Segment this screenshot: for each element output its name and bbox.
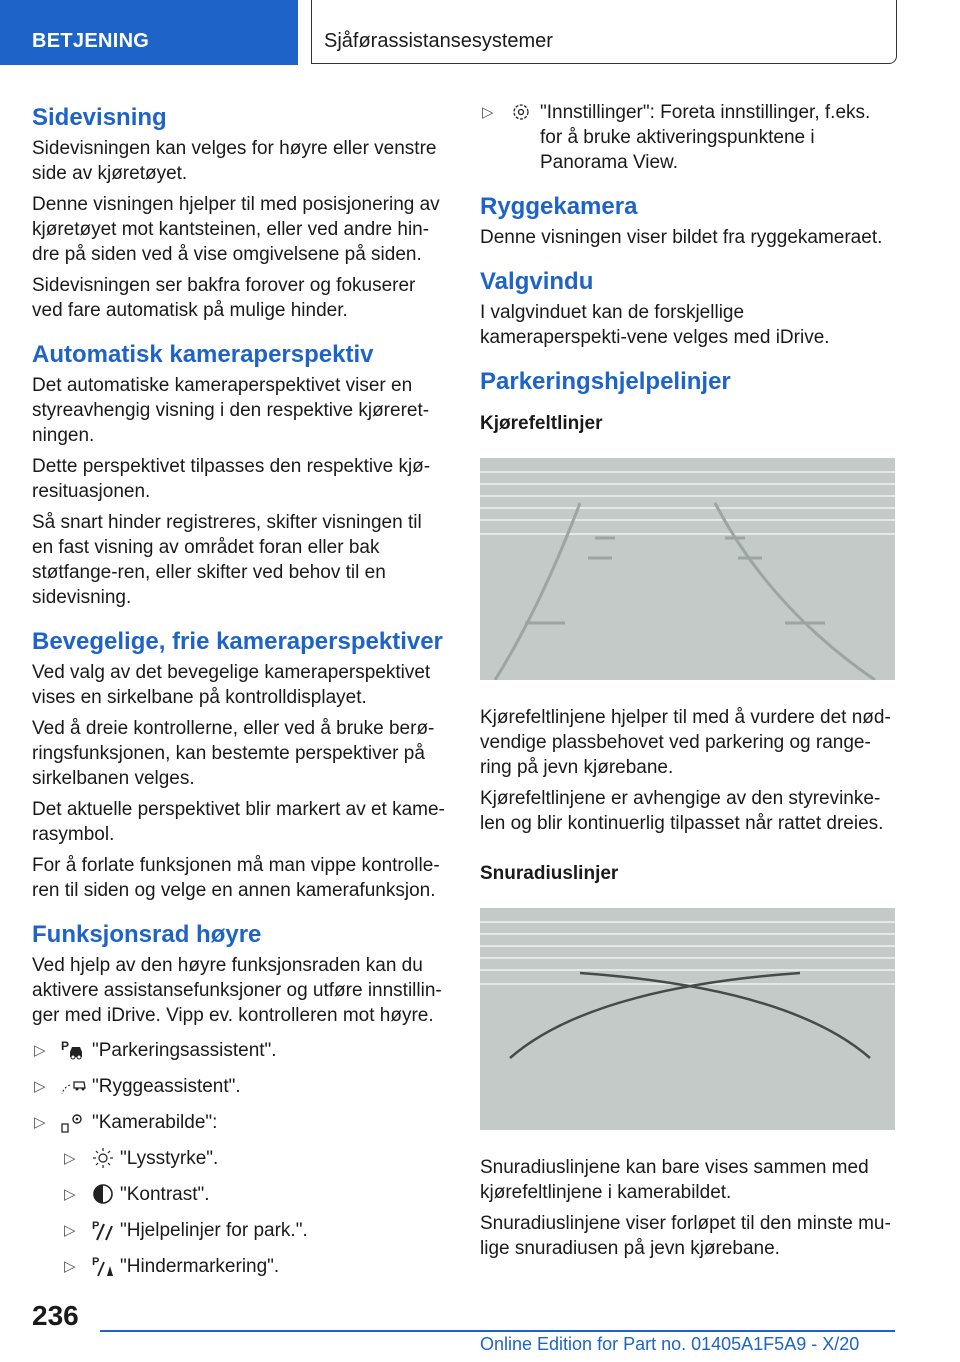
footer-edition: Online Edition for Part no. 01405A1F5A9 - X/20 (480, 1334, 860, 1354)
paragraph: Denne visningen viser bildet fra ryggekameraet. (480, 227, 883, 248)
list-item-label: "Parkeringsassistent". (92, 1040, 277, 1061)
bullet-triangle-icon: ▷ (482, 104, 494, 121)
subheading-snuradius: Snuradiuslinjer (480, 863, 619, 884)
sublist-item-hindermarkering (32, 1254, 447, 1279)
heading-ryggekamera: Ryggekamera (480, 193, 638, 220)
paragraph: Snuradiuslinjene kan bare vises sammen med kjørefeltlinjene i kamerabildet. (480, 1157, 869, 1203)
sublist-item-hjelpelinjer (32, 1218, 447, 1243)
list-item-parkeringsassistent (32, 1038, 447, 1063)
lane-lines-illustration (480, 458, 895, 680)
bullet-triangle-icon: ▷ (64, 1222, 76, 1239)
heading-parkering: Parkeringshjelpelinjer (480, 368, 731, 395)
settings-gear-icon (508, 100, 534, 124)
paragraph: Kjørefeltlinjene er avhengige av den styrevinke-len og blir kontinuerlig tilpasset når rattet dreies. (480, 788, 884, 834)
bullet-triangle-icon: ▷ (34, 1078, 46, 1095)
list-item-label: "Innstillinger": Foreta innstillinger, f.eks. for å bruke aktiveringspunktene i Panorama View. (540, 102, 871, 173)
brightness-icon (90, 1146, 116, 1170)
heading-sidevisning: Sidevisning (32, 104, 167, 131)
paragraph: Kjørefeltlinjene hjelper til med å vurdere det nød-vendige plassbehovet ved parkering og range-ring på jevn kjørebane. (480, 707, 891, 778)
contrast-icon (90, 1182, 116, 1206)
bullet-triangle-icon: ▷ (34, 1042, 46, 1059)
header-chapter: Sjåførassistansesystemer (324, 30, 553, 52)
svg-text:P: P (92, 1220, 100, 1232)
sublist-item-lysstyrke (32, 1146, 447, 1171)
guide-lines-icon (90, 1218, 116, 1242)
bullet-triangle-icon: ▷ (64, 1186, 76, 1203)
camera-settings-icon (60, 1110, 86, 1134)
bullet-triangle-icon: ▷ (34, 1114, 46, 1131)
paragraph: Det aktuelle perspektivet blir markert av et kame-rasymbol. (32, 799, 445, 845)
list-item-label: "Kontrast". (120, 1184, 210, 1205)
bullet-triangle-icon: ▷ (64, 1258, 76, 1275)
left-column (32, 100, 447, 1290)
svg-text:P: P (92, 1256, 100, 1268)
list-item-label: "Ryggeassistent". (92, 1076, 241, 1097)
paragraph: Sidevisningen ser bakfra forover og fokuserer ved fare automatisk på mulige hinder. (32, 275, 416, 321)
list-item-innstillinger (480, 100, 895, 175)
list-item-ryggeassistent (32, 1074, 447, 1099)
heading-automatisk: Automatisk kameraperspektiv (32, 341, 374, 368)
paragraph: Dette perspektivet tilpasses den respektive kjø-resituasjonen. (32, 456, 431, 502)
header-section: BETJENING (32, 30, 150, 52)
header-chapter-tab (311, 0, 897, 64)
list-item-label: "Lysstyrke". (120, 1148, 219, 1169)
paragraph: I valgvinduet kan de forskjellige kameraperspekti-vene velges med iDrive. (480, 302, 830, 348)
paragraph: Snuradiuslinjene viser forløpet til den minste mu-lige snuradiusen på jevn kjørebane. (480, 1213, 891, 1259)
paragraph: Ved valg av det bevegelige kameraperspektivet vises en sirkelbane på kontrolldisplayet. (32, 662, 431, 708)
reversing-assistant-icon (60, 1074, 86, 1098)
heading-bevegelige: Bevegelige, frie kameraperspektiver (32, 628, 443, 655)
heading-valgvindu: Valgvindu (480, 268, 594, 295)
paragraph: Sidevisningen kan velges for høyre eller venstre side av kjøretøyet. (32, 138, 437, 184)
page-number: 236 (32, 1300, 79, 1331)
paragraph: Ved å dreie kontrollerne, eller ved å bruke berø-ringsfunksjonen, kan bestemte perspektiver på sirkelbanen velges. (32, 718, 435, 789)
header-section-tab (0, 0, 298, 65)
paragraph: Det automatiske kameraperspektivet viser en styreavhengig visning i den respektive kjøreret-ningen. (32, 375, 430, 446)
heading-funksjonsrad: Funksjonsrad høyre (32, 921, 262, 948)
right-column (480, 100, 895, 1267)
paragraph: For å forlate funksjonen må man vippe kontrolle-ren til siden og velge en annen kamerafunksjon. (32, 855, 440, 901)
parking-assistant-icon (60, 1038, 86, 1062)
paragraph: Ved hjelp av den høyre funksjonsraden kan du aktivere assistansefunksjoner og utføre innstillin-ger med iDrive. Vipp ev. kontrolleren mot høyre. (32, 955, 442, 1026)
paragraph: Så snart hinder registreres, skifter visningen til en fast visning av området foran eller bak støtfange-ren, eller skifter ved behov til en sidevisning. (32, 512, 422, 608)
obstacle-marking-icon (90, 1254, 116, 1278)
list-item-label: "Kamerabilde": (92, 1112, 218, 1133)
paragraph: Denne visningen hjelper til med posisjonering av kjøretøyet mot kantsteinen, eller ved andre hin-dre på siden ved å vise omgivelsene på siden. (32, 194, 440, 265)
svg-text:P: P (61, 1039, 70, 1053)
bullet-triangle-icon: ▷ (64, 1150, 76, 1167)
list-item-label: "Hjelpelinjer for park.". (120, 1220, 308, 1241)
sublist-item-kontrast (32, 1182, 447, 1207)
list-item-label: "Hindermarkering". (120, 1256, 280, 1277)
subheading-kjorefelt: Kjørefeltlinjer (480, 413, 603, 434)
footer-divider (100, 1330, 895, 1332)
turning-radius-illustration (480, 908, 895, 1130)
list-item-kamerabilde (32, 1110, 447, 1135)
